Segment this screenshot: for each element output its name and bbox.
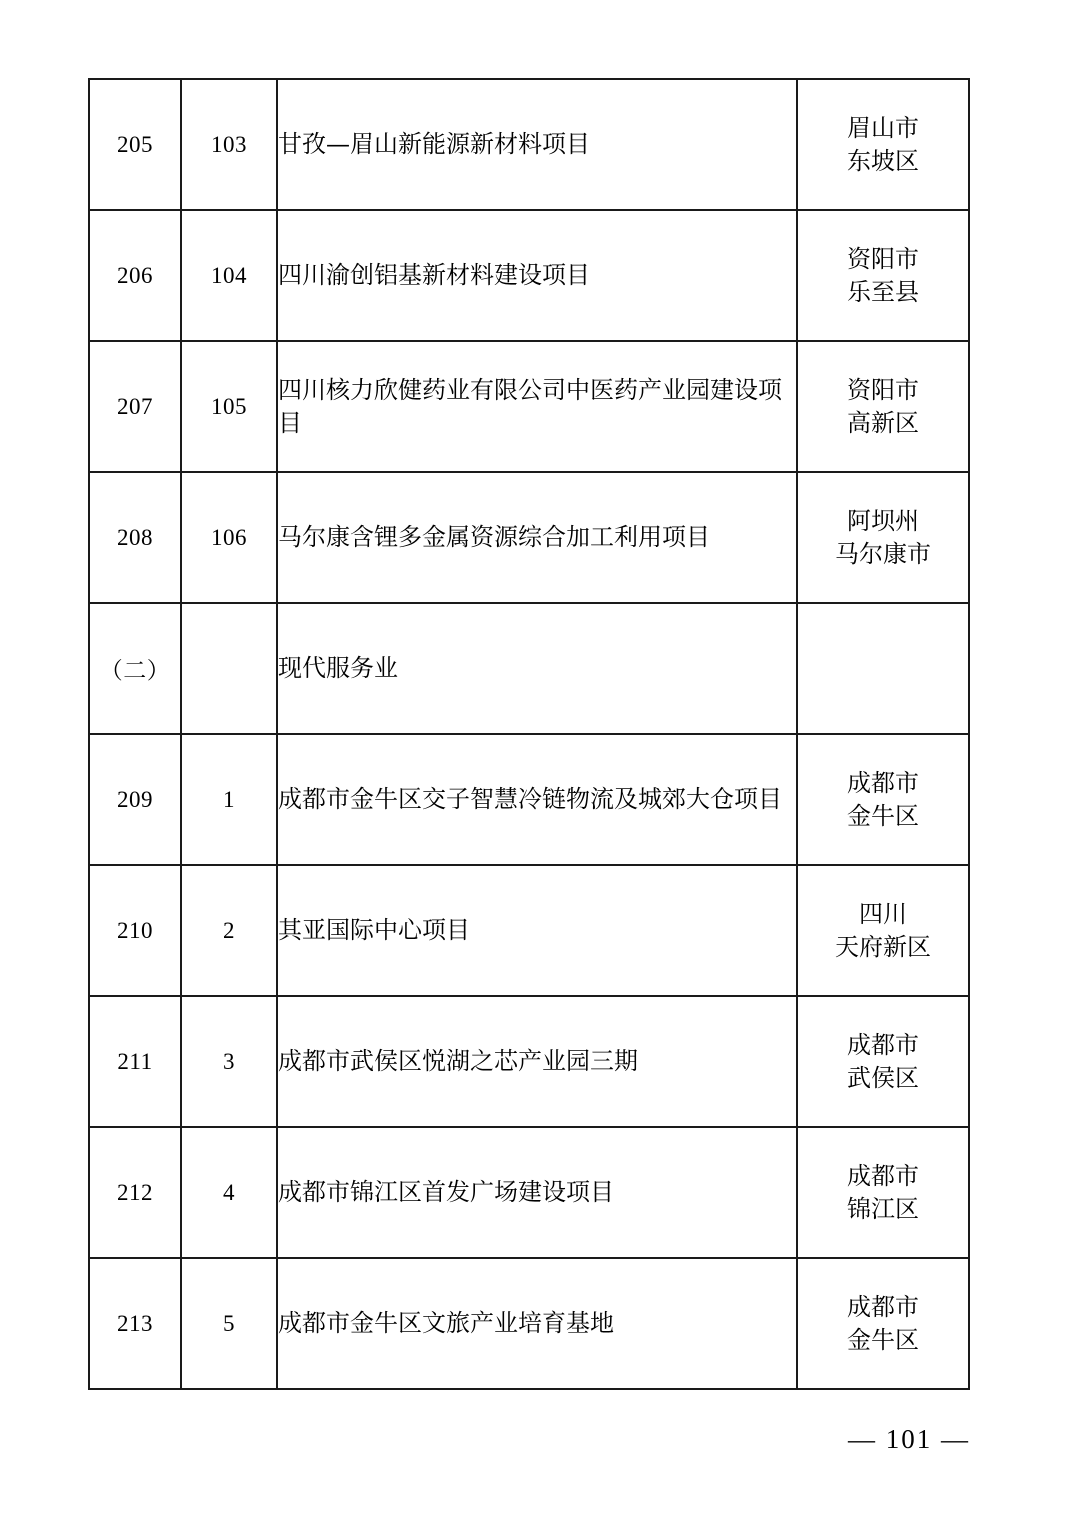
- cell-number: 106: [181, 472, 277, 603]
- cell-sequence: （二）: [89, 603, 181, 734]
- cell-location: [797, 472, 969, 603]
- table-row: [89, 734, 969, 865]
- location-line-1: 成都市: [847, 1162, 919, 1191]
- cell-project-name: 成都市金牛区文旅产业培育基地: [277, 1258, 797, 1389]
- cell-sequence: 205: [89, 79, 181, 210]
- cell-sequence: 209: [89, 734, 181, 865]
- table-row: [89, 472, 969, 603]
- cell-location: [797, 734, 969, 865]
- cell-project-name: 甘孜—眉山新能源新材料项目: [277, 79, 797, 210]
- cell-number: 103: [181, 79, 277, 210]
- location-line-1: 成都市: [847, 769, 919, 798]
- cell-location: [797, 1258, 969, 1389]
- project-list-table: [88, 78, 970, 1390]
- cell-project-name: 成都市武侯区悦湖之芯产业园三期: [277, 996, 797, 1127]
- table-row: [89, 865, 969, 996]
- cell-sequence: 208: [89, 472, 181, 603]
- cell-project-name: 成都市金牛区交子智慧冷链物流及城郊大仓项目: [277, 734, 797, 865]
- page-number: — 101 —: [848, 1424, 970, 1454]
- location-line-1: 四川: [859, 900, 907, 929]
- cell-sequence: 210: [89, 865, 181, 996]
- cell-number: [181, 603, 277, 734]
- table-row: [89, 1258, 969, 1389]
- location-line-2: 武侯区: [847, 1063, 919, 1092]
- cell-location: [797, 603, 969, 734]
- location-line-2: 金牛区: [847, 1325, 919, 1354]
- cell-number: 1: [181, 734, 277, 865]
- location-line-1: 资阳市: [847, 245, 919, 274]
- cell-number: 5: [181, 1258, 277, 1389]
- cell-project-name: 成都市锦江区首发广场建设项目: [277, 1127, 797, 1258]
- cell-location: [797, 79, 969, 210]
- cell-sequence: 212: [89, 1127, 181, 1258]
- cell-location: [797, 341, 969, 472]
- cell-number: 2: [181, 865, 277, 996]
- cell-sequence: 206: [89, 210, 181, 341]
- location-line-1: 阿坝州: [847, 507, 919, 536]
- cell-number: 4: [181, 1127, 277, 1258]
- cell-number: 3: [181, 996, 277, 1127]
- cell-location: [797, 210, 969, 341]
- location-line-2: 高新区: [847, 408, 919, 437]
- cell-location: [797, 865, 969, 996]
- location-line-2: 马尔康市: [835, 539, 931, 568]
- project-list-table-wrapper: [88, 78, 968, 1390]
- cell-number: 105: [181, 341, 277, 472]
- location-line-2: 锦江区: [847, 1194, 919, 1223]
- cell-location: [797, 1127, 969, 1258]
- cell-sequence: 213: [89, 1258, 181, 1389]
- cell-number: 104: [181, 210, 277, 341]
- location-line-1: 成都市: [847, 1293, 919, 1322]
- cell-sequence: 207: [89, 341, 181, 472]
- location-line-2: 天府新区: [835, 932, 931, 961]
- table-row: [89, 341, 969, 472]
- table-row: [89, 1127, 969, 1258]
- cell-location: [797, 996, 969, 1127]
- location-line-1: 眉山市: [847, 114, 919, 143]
- location-line-1: 成都市: [847, 1031, 919, 1060]
- cell-sequence: 211: [89, 996, 181, 1127]
- cell-project-name: 其亚国际中心项目: [277, 865, 797, 996]
- location-line-2: 乐至县: [847, 277, 919, 306]
- table-row: [89, 79, 969, 210]
- location-line-2: 金牛区: [847, 801, 919, 830]
- table-row-section-header: [89, 603, 969, 734]
- location-line-1: 资阳市: [847, 376, 919, 405]
- location-line-2: 东坡区: [847, 146, 919, 175]
- cell-project-name: 马尔康含锂多金属资源综合加工利用项目: [277, 472, 797, 603]
- table-row: [89, 210, 969, 341]
- cell-project-name: 四川核力欣健药业有限公司中医药产业园建设项目: [277, 341, 797, 472]
- table-row: [89, 996, 969, 1127]
- cell-project-name: 四川渝创铝基新材料建设项目: [277, 210, 797, 341]
- cell-project-name: 现代服务业: [277, 603, 797, 734]
